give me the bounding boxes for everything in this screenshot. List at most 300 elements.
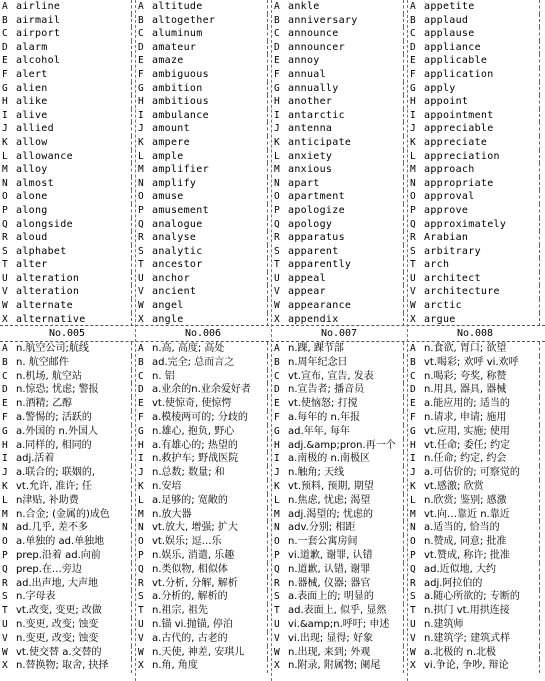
meaning-row: [2, 549, 132, 563]
row-letter: N: [410, 177, 416, 189]
row-letter: M: [274, 164, 280, 176]
english-word: alteration: [14, 272, 132, 286]
meaning-row: [2, 425, 132, 439]
english-word: ambitious: [150, 95, 268, 109]
word-row: [2, 136, 132, 150]
meaning-row: [2, 632, 132, 646]
chinese-meaning: vt.使交替 a.交替的: [14, 646, 132, 660]
meaning-row: [138, 397, 268, 411]
word-row: [138, 68, 268, 82]
english-word: appliance: [422, 41, 540, 55]
meaning-row: [138, 590, 268, 604]
row-letter: S: [410, 591, 416, 603]
row-letter: T: [274, 259, 280, 271]
row-letter: R: [274, 577, 280, 589]
word-row: [138, 109, 268, 123]
meaning-row: [2, 452, 132, 466]
english-word: amuse: [150, 190, 268, 204]
list-number-header: [0, 327, 545, 341]
meaning-row: [138, 508, 268, 522]
row-letter: U: [410, 618, 416, 630]
english-word: allow: [14, 136, 132, 150]
chinese-meaning: n.建筑师: [422, 618, 540, 632]
row-letter: M: [410, 508, 416, 520]
english-word: approximately: [422, 218, 540, 232]
meaning-row: [410, 659, 540, 673]
word-row: [138, 163, 268, 177]
english-word: altitude: [150, 0, 268, 14]
row-letter: E: [274, 398, 280, 410]
word-row: [274, 285, 404, 299]
row-letter: A: [410, 1, 416, 12]
meaning-row: [2, 411, 132, 425]
english-word: annoy: [286, 54, 404, 68]
word-row: [410, 218, 540, 232]
chinese-meaning: n.雄心, 抱负, 野心: [150, 425, 268, 439]
word-row: [2, 299, 132, 313]
row-letter: W: [274, 300, 280, 312]
row-letter: S: [138, 245, 144, 257]
row-letter: Q: [2, 563, 8, 575]
meaning-row: [410, 590, 540, 604]
meaning-row: [274, 439, 404, 453]
row-letter: P: [410, 204, 416, 216]
row-letter: C: [138, 370, 144, 382]
word-row: [2, 272, 132, 286]
meaning-row: [410, 370, 540, 384]
meaning-row: [138, 411, 268, 425]
meaning-column-1: [2, 342, 132, 681]
chinese-meaning-section: [0, 342, 545, 681]
row-letter: L: [2, 150, 8, 162]
row-letter: F: [274, 68, 280, 80]
word-row: [274, 41, 404, 55]
row-letter: P: [2, 549, 8, 561]
chinese-meaning: a.警惕的; 活跃的: [14, 411, 132, 425]
meaning-row: [274, 632, 404, 646]
chinese-meaning: prep.在…旁边: [14, 563, 132, 577]
row-letter: C: [274, 28, 280, 40]
row-letter: Q: [274, 563, 280, 575]
english-word: approach: [422, 163, 540, 177]
row-letter: R: [274, 232, 280, 244]
word-row: [274, 150, 404, 164]
chinese-meaning: n. 航空邮件: [14, 356, 132, 370]
chinese-meaning: n.道歉, 认错, 谢罪: [286, 563, 404, 577]
meaning-row: [410, 618, 540, 632]
row-letter: N: [2, 522, 8, 534]
word-row: [410, 285, 540, 299]
english-word: arbitrary: [422, 245, 540, 259]
meaning-row: [274, 342, 404, 356]
row-letter: I: [410, 109, 416, 121]
row-letter: H: [274, 96, 280, 108]
meaning-row: [138, 439, 268, 453]
row-letter: R: [410, 577, 416, 589]
chinese-meaning: prep.沿着 ad.向前: [14, 549, 132, 563]
row-letter: M: [2, 164, 8, 176]
meaning-row: [274, 494, 404, 508]
row-letter: O: [274, 191, 280, 203]
word-row: [138, 177, 268, 191]
english-word: alarm: [14, 41, 132, 55]
english-word: ample: [150, 150, 268, 164]
row-letter: J: [138, 123, 144, 135]
meaning-row: [410, 632, 540, 646]
meaning-column-4: [410, 342, 540, 681]
word-row: [410, 109, 540, 123]
meaning-row: [274, 577, 404, 591]
row-letter: D: [2, 384, 8, 396]
meaning-row: [274, 383, 404, 397]
word-row: [138, 150, 268, 164]
row-letter: I: [138, 453, 144, 465]
word-row: [138, 218, 268, 232]
row-letter: O: [138, 191, 144, 203]
row-letter: A: [138, 1, 144, 12]
word-row: [274, 14, 404, 28]
chinese-meaning: n. 铝: [150, 370, 268, 384]
word-row: [138, 27, 268, 41]
meaning-row: [138, 342, 268, 356]
row-letter: M: [138, 164, 144, 176]
meaning-row: [138, 632, 268, 646]
english-word: announce: [286, 27, 404, 41]
chinese-meaning: vt.预料, 预期, 期望: [286, 480, 404, 494]
row-letter: F: [274, 411, 280, 423]
chinese-meaning: n.建筑学; 建筑式样: [422, 632, 540, 646]
english-word: ancestor: [150, 258, 268, 272]
row-letter: O: [410, 536, 416, 548]
english-word: apologize: [286, 204, 404, 218]
english-word: alcohol: [14, 54, 132, 68]
row-letter: K: [274, 136, 280, 148]
english-word: appetite: [422, 0, 540, 14]
word-column-1: [2, 0, 132, 325]
english-word: architect: [422, 272, 540, 286]
english-word: amplify: [150, 177, 268, 191]
row-letter: A: [410, 343, 416, 354]
word-row: [410, 27, 540, 41]
word-row: [274, 190, 404, 204]
chinese-meaning: n.一套公寓房间: [286, 535, 404, 549]
english-word: appear: [286, 285, 404, 299]
chinese-meaning: a.单独的 ad.单独地: [14, 535, 132, 549]
chinese-meaning: vi.&amp;n.呼吁; 申述: [286, 618, 404, 632]
chinese-meaning: n.合金; (金属的)成色: [14, 508, 132, 522]
english-word: apparatus: [286, 231, 404, 245]
row-letter: X: [138, 313, 144, 325]
word-row: [410, 190, 540, 204]
chinese-meaning: vt.放大, 增强; 扩大: [150, 521, 268, 535]
chinese-meaning: adj.渴望的; 忧虑的: [286, 508, 404, 522]
english-word: alter: [14, 258, 132, 272]
meaning-row: [410, 383, 540, 397]
row-letter: A: [2, 1, 8, 12]
word-row: [274, 231, 404, 245]
word-row: [138, 258, 268, 272]
english-word: amplifier: [150, 163, 268, 177]
row-letter: P: [2, 204, 8, 216]
english-word: ampere: [150, 136, 268, 150]
meaning-row: [138, 383, 268, 397]
row-letter: R: [2, 232, 8, 244]
row-letter: A: [2, 343, 8, 354]
meaning-row: [138, 494, 268, 508]
row-letter: G: [2, 425, 8, 437]
english-word: appreciable: [422, 122, 540, 136]
english-word: appreciation: [422, 150, 540, 164]
row-letter: P: [274, 204, 280, 216]
row-letter: J: [410, 123, 416, 135]
row-letter: D: [274, 41, 280, 53]
english-word: apology: [286, 218, 404, 232]
row-letter: X: [274, 313, 280, 325]
chinese-meaning: a.适当的, 恰当的: [422, 521, 540, 535]
chinese-meaning: n.焦虑, 忧虑; 渴望: [286, 494, 404, 508]
meaning-row: [410, 521, 540, 535]
meaning-row: [410, 535, 540, 549]
word-row: [410, 163, 540, 177]
row-letter: S: [2, 591, 8, 603]
english-word: alloy: [14, 163, 132, 177]
chinese-meaning: n津贴, 补助费: [14, 494, 132, 508]
chinese-meaning: adj.&amp;pron.再一个: [286, 439, 404, 453]
meaning-row: [2, 521, 132, 535]
word-row: [138, 0, 268, 14]
english-word: altogether: [150, 14, 268, 28]
english-word: applicable: [422, 54, 540, 68]
english-word: appointment: [422, 109, 540, 123]
chinese-meaning: ad.完全; 总而言之: [150, 356, 268, 370]
meaning-row: [2, 535, 132, 549]
row-letter: C: [2, 28, 8, 40]
meaning-row: [138, 356, 268, 370]
chinese-meaning: n.赞成, 同意; 批准: [422, 535, 540, 549]
word-row: [274, 177, 404, 191]
chinese-meaning: n.欣赏; 鉴别; 感激: [422, 494, 540, 508]
chinese-meaning: a.足够的; 宽敞的: [150, 494, 268, 508]
row-letter: Q: [410, 218, 416, 230]
meaning-row: [2, 356, 132, 370]
chinese-meaning: a.北极的 n.北极: [422, 646, 540, 660]
english-word: apply: [422, 82, 540, 96]
chinese-meaning: n.喝彩; 夸奖, 称赞: [422, 370, 540, 384]
row-letter: H: [410, 96, 416, 108]
row-letter: D: [410, 41, 416, 53]
word-row: [274, 163, 404, 177]
meaning-row: [2, 370, 132, 384]
english-word: announcer: [286, 41, 404, 55]
english-word: amusement: [150, 204, 268, 218]
row-letter: H: [2, 439, 8, 451]
meaning-row: [274, 535, 404, 549]
word-row: [2, 82, 132, 96]
english-word: appreciate: [422, 136, 540, 150]
list-number-title: No.006: [184, 328, 222, 339]
row-letter: E: [274, 55, 280, 67]
word-row: [410, 54, 540, 68]
english-word: alert: [14, 68, 132, 82]
english-word: airmail: [14, 14, 132, 28]
word-row: [274, 258, 404, 272]
chinese-meaning: n.用具, 器具, 器械: [422, 383, 540, 397]
word-row: [2, 177, 132, 191]
meaning-row: [274, 466, 404, 480]
chinese-meaning: n.变更, 改变; 蚀变: [14, 618, 132, 632]
row-letter: C: [138, 28, 144, 40]
meaning-row: [274, 590, 404, 604]
word-row: [410, 68, 540, 82]
word-row: [410, 122, 540, 136]
row-letter: T: [2, 259, 8, 271]
row-letter: G: [274, 82, 280, 94]
meaning-row: [138, 618, 268, 632]
meaning-row: [138, 370, 268, 384]
meaning-row: [410, 356, 540, 370]
row-letter: F: [138, 68, 144, 80]
meaning-row: [410, 342, 540, 356]
meaning-row: [274, 604, 404, 618]
meaning-row: [410, 604, 540, 618]
english-word: application: [422, 68, 540, 82]
english-word: anxiety: [286, 150, 404, 164]
word-row: [2, 0, 132, 14]
chinese-meaning: vt.向…靠近 n.靠近: [422, 508, 540, 522]
meaning-row: [2, 494, 132, 508]
row-letter: V: [410, 632, 416, 644]
word-row: [2, 204, 132, 218]
word-row: [274, 0, 404, 14]
english-word: aloud: [14, 231, 132, 245]
row-letter: Q: [138, 218, 144, 230]
row-letter: N: [138, 522, 144, 534]
chinese-meaning: vt.感激; 欣赏: [422, 480, 540, 494]
chinese-meaning: vt.使恼怒; 打搅: [286, 397, 404, 411]
row-letter: Q: [274, 218, 280, 230]
row-letter: V: [274, 286, 280, 298]
meaning-column-2: [138, 342, 268, 681]
meaning-row: [274, 549, 404, 563]
english-word: alongside: [14, 218, 132, 232]
row-letter: D: [138, 41, 144, 53]
word-row: [410, 258, 540, 272]
chinese-meaning: a.南极的 n.南极区: [286, 452, 404, 466]
chinese-meaning: n.航空公司;航线: [14, 342, 132, 356]
row-letter: L: [410, 150, 416, 162]
meaning-row: [410, 425, 540, 439]
chinese-meaning: vt.使惊奇, 使惊愕: [150, 397, 268, 411]
row-letter: K: [410, 136, 416, 148]
word-row: [410, 41, 540, 55]
chinese-meaning: n.请求, 申请; 施用: [422, 411, 540, 425]
word-column-3: [274, 0, 404, 325]
meaning-row: [2, 508, 132, 522]
meaning-row: [2, 659, 132, 673]
meaning-row: [138, 549, 268, 563]
column-divider: [407, 0, 408, 681]
row-letter: P: [138, 549, 144, 561]
row-letter: M: [2, 508, 8, 520]
row-letter: V: [2, 632, 8, 644]
word-row: [410, 272, 540, 286]
english-word: amaze: [150, 54, 268, 68]
chinese-meaning: n.触角; 天线: [286, 466, 404, 480]
english-word: alternative: [14, 313, 132, 325]
meaning-row: [138, 604, 268, 618]
chinese-meaning: vt.赞成, 称许; 批准: [422, 549, 540, 563]
word-row: [2, 190, 132, 204]
meaning-row: [410, 577, 540, 591]
meaning-row: [2, 397, 132, 411]
word-row: [138, 245, 268, 259]
row-letter: N: [274, 177, 280, 189]
row-letter: W: [410, 646, 416, 658]
chinese-meaning: a.随心所欲的; 专断的: [422, 590, 540, 604]
column-divider: [135, 0, 136, 681]
meaning-row: [410, 494, 540, 508]
meaning-row: [274, 480, 404, 494]
row-letter: T: [274, 605, 280, 617]
meaning-row: [410, 646, 540, 660]
row-letter: X: [2, 313, 8, 325]
meaning-row: [2, 618, 132, 632]
word-row: [274, 136, 404, 150]
row-letter: P: [274, 549, 280, 561]
english-word: apartment: [286, 190, 404, 204]
meaning-row: [274, 508, 404, 522]
row-letter: K: [2, 480, 8, 492]
chinese-meaning: adj.阿拉伯的: [422, 577, 540, 591]
word-row: [138, 41, 268, 55]
row-letter: J: [2, 123, 8, 135]
english-word: alive: [14, 109, 132, 123]
row-letter: W: [2, 646, 8, 658]
row-letter: W: [274, 646, 280, 658]
english-word: ambition: [150, 82, 268, 96]
word-row: [410, 14, 540, 28]
meaning-row: [2, 590, 132, 604]
chinese-meaning: n.锚 vi.抛锚, 停泊: [150, 618, 268, 632]
meaning-row: [410, 397, 540, 411]
meaning-row: [138, 646, 268, 660]
chinese-meaning: ad.几乎, 差不多: [14, 521, 132, 535]
row-letter: S: [274, 245, 280, 257]
meaning-row: [2, 646, 132, 660]
meaning-row: [138, 480, 268, 494]
word-row: [274, 245, 404, 259]
meaning-row: [274, 411, 404, 425]
row-letter: L: [138, 494, 144, 506]
meaning-row: [410, 480, 540, 494]
chinese-meaning: n.天使, 神差, 安琪儿: [150, 646, 268, 660]
chinese-meaning: n.变更, 改变; 蚀变: [14, 632, 132, 646]
word-row: [2, 68, 132, 82]
row-letter: F: [410, 411, 416, 423]
meaning-row: [2, 466, 132, 480]
row-letter: X: [2, 660, 8, 672]
row-letter: S: [274, 591, 280, 603]
chinese-meaning: a.同样的, 相同的: [14, 439, 132, 453]
chinese-meaning: a.业余的n.业余爱好者: [150, 383, 268, 397]
chinese-meaning: a.分析的, 解析的: [150, 590, 268, 604]
row-letter: X: [410, 313, 416, 325]
english-word: almost: [14, 177, 132, 191]
row-letter: B: [2, 356, 8, 368]
row-letter: N: [410, 522, 416, 534]
word-row: [138, 231, 268, 245]
english-word: apparent: [286, 245, 404, 259]
